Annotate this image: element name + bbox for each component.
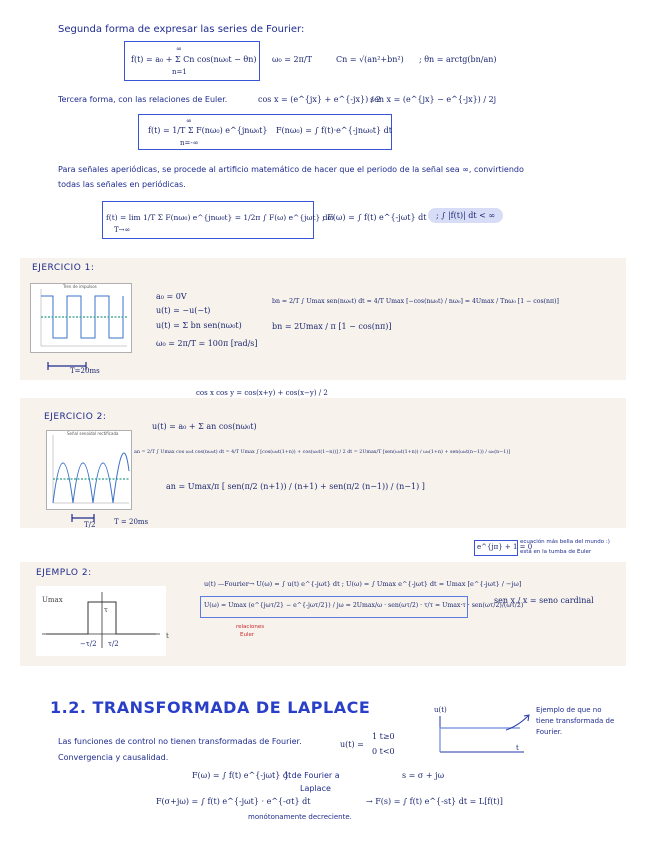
- section1-theta: ; θn = arctg(bn/an): [419, 55, 497, 64]
- section2-sum-bottom: n=-∞: [180, 139, 199, 147]
- ejemplo2-sinc: sen x / x = seno cardinal: [494, 596, 594, 605]
- ejercicio1-bn2: bn = 2Umax / π [1 − cos(nπ)]: [272, 322, 392, 331]
- u-def-label: u(t) =: [340, 740, 364, 749]
- step-graph-y-label: u(t): [434, 706, 447, 714]
- rectified-sine-graph: [47, 431, 131, 509]
- section2-sum-top: ∞: [186, 117, 192, 125]
- laplace-fs: → F(s) = ∫ f(t) e^{-st} dt = L[f(t)]: [366, 797, 503, 806]
- arrow-note-2: tiene transformada de: [536, 717, 615, 725]
- ejercicio2-an1: an = 2/T ∫ Umax cos ω₀t cos(nω₀t) dt = 4/T Umax ∫ [cos(ω₀t(1+n)) + cos(ω₀t(1−n))] / 2 dt = 2Umax/T [sen(ω₀t(1+n)) / ω₀(1+n) + sen(ω₀t(n−1)) / ω₀(n−1)]: [134, 450, 511, 455]
- section1-title: Segunda forma de expresar las series de Fourier:: [58, 24, 305, 35]
- ejemplo2-label: EJEMPLO 2:: [36, 568, 92, 578]
- ejercicio1-plot-title: Tren de impulsos: [63, 284, 97, 289]
- ejemplo2-line1: u(t) —Fourier→ U(ω) = ∫ u(t) e^{-jωt} dt ; U(ω) = ∫ Umax e^{-jωt} dt = Umax [e^{-jωt} / −jω]: [204, 580, 522, 588]
- ejemplo2-line2: U(ω) = Umax (e^{jωτ/2} − e^{-jωτ/2}) / jω = 2Umax/ω · sen(ωτ/2) · τ/τ = Umax·τ · sen(ωτ/2)/(ωτ/2): [204, 602, 524, 609]
- sin-identity: sen x = (e^{jx} − e^{-jx}) / 2j: [370, 95, 497, 104]
- section1-w0: ω₀ = 2π/T: [272, 55, 312, 64]
- ejercicio2-axis-label-1: T/2: [84, 521, 96, 529]
- ejercicio1-w0: ω₀ = 2π/T = 100π [rad/s]: [156, 339, 258, 348]
- laplace-label: Laplace: [300, 784, 331, 793]
- de-fourier-label: } de Fourier a: [284, 771, 340, 780]
- section1-sum-bottom: n=1: [172, 68, 187, 76]
- ejercicio1-plot: [30, 283, 132, 353]
- identity-cos-cos: cos x cos y = cos(x+y) + cos(x−y) / 2: [196, 389, 328, 397]
- cos-identity: cos x = (e^{jx} + e^{-jx}) / 2: [258, 95, 382, 104]
- euler-formula: e^{jπ} + 1 = 0: [477, 543, 533, 551]
- ejercicio1-label: EJERCICIO 1:: [32, 263, 95, 273]
- section12-text-2: Convergencia y causalidad.: [58, 753, 169, 762]
- monotone-note: monótonamente decreciente.: [248, 813, 352, 821]
- ejemplo2-pos: τ/2: [108, 640, 119, 648]
- ejercicio1-bn1: bn = 2/T ∫ Umax sen(nω₀t) dt = 4/T Umax [−cos(nω₀t) / nω₀] = 4Umax / Tnω₀ [1 − cos(nπ)]: [272, 298, 559, 305]
- arrow-note-3: Fourier.: [536, 728, 563, 736]
- ejercicio2-plot-title: Señal senoidal rectificada: [67, 431, 119, 436]
- ejemplo2-red-note-2: Euler: [240, 632, 255, 638]
- square-wave-graph: [31, 284, 131, 352]
- section1-sum-top: ∞: [176, 45, 182, 53]
- arrow-note-1: Ejemplo de que no: [536, 706, 602, 714]
- laplace-fw: F(ω) = ∫ f(t) e^{-jωt} dt: [192, 771, 292, 780]
- section3-text-1: Para señales aperiódicas, se procede al artificio matemático de hacer que el periodo de la señal sea ∞, convirtiendo: [58, 165, 524, 174]
- section3-formula: f(t) = lim 1/T Σ F(nω₀) e^{jnω₀t} = 1/2π ∫ F(ω) e^{jωt} dω: [106, 213, 334, 222]
- step-graph-x-label: t: [516, 744, 519, 752]
- ejemplo2-red-note-1: relaciones: [236, 624, 265, 630]
- section12-heading: 1.2. TRANSFORMADA DE LAPLACE: [50, 698, 371, 717]
- u-case-2: 0 t<0: [372, 747, 395, 756]
- section1-cn: Cn = √(an²+bn²): [336, 55, 404, 64]
- ejemplo2-tau: τ: [104, 606, 108, 614]
- section3-limit: T→∞: [114, 226, 131, 234]
- u-case-1: 1 t≥0: [372, 732, 395, 741]
- ejemplo2-umax: Umax: [42, 596, 63, 604]
- section2-formula: f(t) = 1/T Σ F(nω₀) e^{jnω₀t}: [148, 126, 268, 135]
- section2-fn: F(nω₀) = ∫ f(t)·e^{-jnω₀t} dt: [276, 126, 392, 135]
- ejercicio1-u1: u(t) = −u(−t): [156, 306, 211, 315]
- ejercicio1-a0: a₀ = 0V: [156, 292, 187, 301]
- ejercicio1-axis-label: T=20ms: [70, 367, 100, 375]
- s-def: s = σ + jω: [402, 771, 445, 780]
- ejercicio2-an2: an = Umax/π [ sen(π/2 (n+1)) / (n+1) + sen(π/2 (n−1)) / (n−1) ]: [166, 482, 425, 491]
- f-sigma: F(σ+jω) = ∫ f(t) e^{-jωt} · e^{-σt} dt: [156, 797, 311, 806]
- ejercicio2-label: EJERCICIO 2:: [44, 412, 107, 422]
- ejercicio1-u2: u(t) = Σ bn sen(nω₀t): [156, 321, 242, 330]
- euler-note-2: está en la tumba de Euler: [520, 549, 592, 555]
- ejemplo2-neg: −τ/2: [80, 640, 97, 648]
- section3-text-2: todas las señales en periódicas.: [58, 180, 186, 189]
- section3-condition: ; ∫ |f(t)| dt < ∞: [428, 208, 503, 223]
- ejercicio2-u: u(t) = a₀ + Σ an cos(nω₀t): [152, 422, 257, 431]
- section1-formula: f(t) = a₀ + Σ Cn cos(nω₀t − θn): [131, 55, 257, 64]
- ejemplo2-t-axis: t: [166, 632, 169, 640]
- euler-note-1: ecuación más bella del mundo :): [520, 539, 610, 545]
- section2-title: Tercera forma, con las relaciones de Euler.: [58, 95, 228, 104]
- section3-fw: ; F(ω) = ∫ f(t) e^{-jωt} dt: [322, 213, 427, 222]
- ejercicio2-axis-label-2: T = 20ms: [114, 518, 149, 526]
- arrow-icon: [504, 712, 534, 732]
- section12-text-1: Las funciones de control no tienen transformadas de Fourier.: [58, 737, 302, 746]
- ejercicio2-plot: [46, 430, 132, 510]
